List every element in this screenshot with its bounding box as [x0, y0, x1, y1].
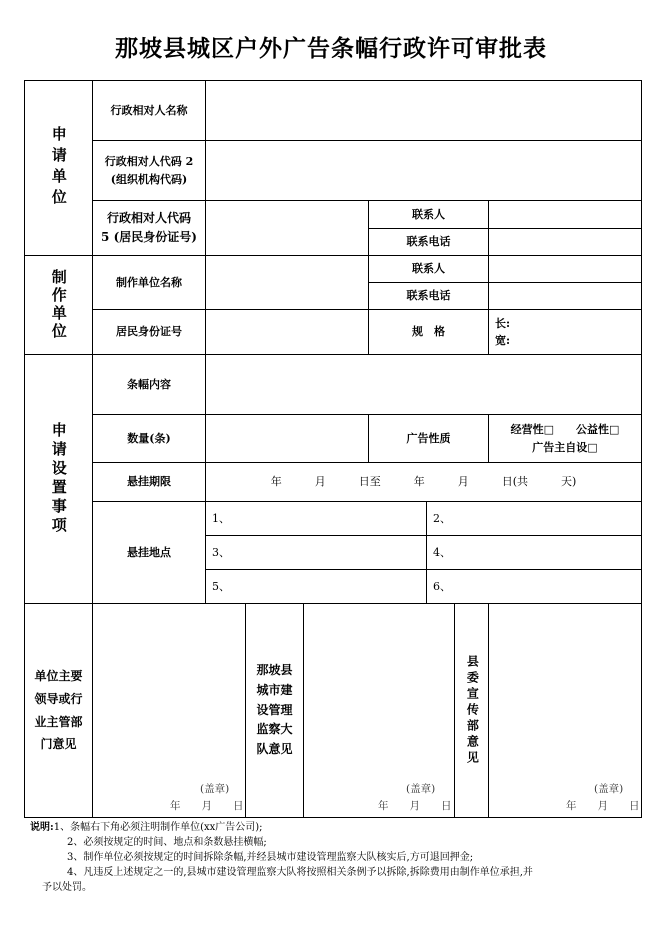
applicant-code5-field[interactable]	[206, 201, 368, 255]
applicant-code2-label: 行政相对人代码 2 (组织机构代码)	[104, 155, 194, 186]
applicant-name-label: 行政相对人名称	[110, 103, 188, 117]
applicant-contact-field[interactable]	[489, 201, 641, 228]
unit-opinion-label: 单位主要领导或行业主管部门意见	[34, 668, 83, 752]
producer-spec-field[interactable]	[489, 310, 641, 354]
quantity-label: 数量(条)	[127, 431, 171, 445]
notes	[30, 820, 640, 895]
applicant-phone-field[interactable]	[489, 229, 641, 255]
producer-id-field[interactable]	[206, 310, 368, 354]
applicant-name-field[interactable]	[206, 81, 641, 140]
location-6[interactable]: 6、	[433, 579, 451, 593]
note-4: 4、凡违反上述规定之一的,县城市建设管理监察大队将按照相关条例予以拆除,拆除费用由制作单位承担,并	[67, 867, 533, 878]
producer-name-field[interactable]	[206, 256, 368, 309]
period-label: 悬挂期限	[127, 475, 171, 489]
spec-length-label: 长:	[495, 316, 511, 330]
page-title: 那坡县城区户外广告条幅行政许可审批表	[115, 35, 547, 62]
propaganda-opinion-label: 县委宣传部意见	[465, 654, 480, 767]
content-field[interactable]	[206, 355, 641, 414]
location-4[interactable]: 4、	[433, 545, 451, 559]
notes-label: 说明:	[30, 822, 54, 833]
bureau-opinion-label: 那坡县城市建设管理监察大队意见	[256, 663, 293, 757]
producer-phone-field[interactable]	[489, 283, 641, 309]
unit-date: 年 月 日	[170, 800, 244, 812]
location-3[interactable]: 3、	[212, 545, 230, 559]
note-2: 2、必须按规定的时间、地点和条数悬挂横幅;	[67, 837, 267, 848]
producer-id-label: 居民身份证号	[116, 325, 182, 339]
applicant-code2-field[interactable]	[206, 141, 641, 200]
applicant-contact-label: 联系人	[412, 207, 445, 221]
period-field[interactable]: 年 月 日至 年 月 日(共 天)	[270, 475, 577, 489]
applicant-phone-label: 联系电话	[406, 235, 451, 249]
bureau-date: 年 月 日	[378, 800, 452, 812]
location-label: 悬挂地点	[127, 545, 171, 559]
location-2[interactable]: 2、	[433, 511, 451, 525]
approval-form	[24, 80, 642, 818]
applicant-section-label: 申请单位	[49, 126, 68, 210]
propaganda-date: 年 月 日	[566, 800, 640, 812]
producer-spec-label: 规 格	[412, 325, 445, 339]
bureau-seal: (盖章)	[406, 783, 436, 795]
propaganda-seal: (盖章)	[594, 783, 624, 795]
ad-type-label: 广告性质	[406, 431, 451, 445]
producer-phone-label: 联系电话	[406, 289, 451, 303]
producer-section-label: 制作单位	[49, 269, 68, 341]
producer-name-label: 制作单位名称	[116, 275, 182, 289]
location-5[interactable]: 5、	[212, 579, 230, 593]
spec-width-label: 宽:	[495, 334, 511, 347]
border-bottom	[24, 817, 642, 818]
unit-seal: (盖章)	[200, 783, 230, 795]
producer-contact-field[interactable]	[489, 256, 641, 282]
setup-section-label: 申请设置事项	[49, 422, 68, 536]
producer-contact-label: 联系人	[412, 262, 445, 276]
applicant-code5-label: 行政相对人代码 5 (居民身份证号)	[101, 211, 197, 244]
border-right	[641, 80, 642, 818]
note-1: 说明:1、条幅右下角必须注明制作单位(xx广告公司);	[30, 822, 263, 833]
note-4-continued: 予以处罚。	[42, 882, 92, 893]
note-3: 3、制作单位必须按规定的时间拆除条幅,并经县城市建设管理监察大队核实后,方可退回押金;	[67, 852, 474, 863]
location-1[interactable]: 1、	[212, 511, 230, 525]
content-label: 条幅内容	[127, 377, 171, 391]
quantity-field[interactable]	[206, 415, 368, 462]
ad-type-options[interactable]: 经营性□ 公益性□ 广告主自设□	[510, 423, 620, 454]
